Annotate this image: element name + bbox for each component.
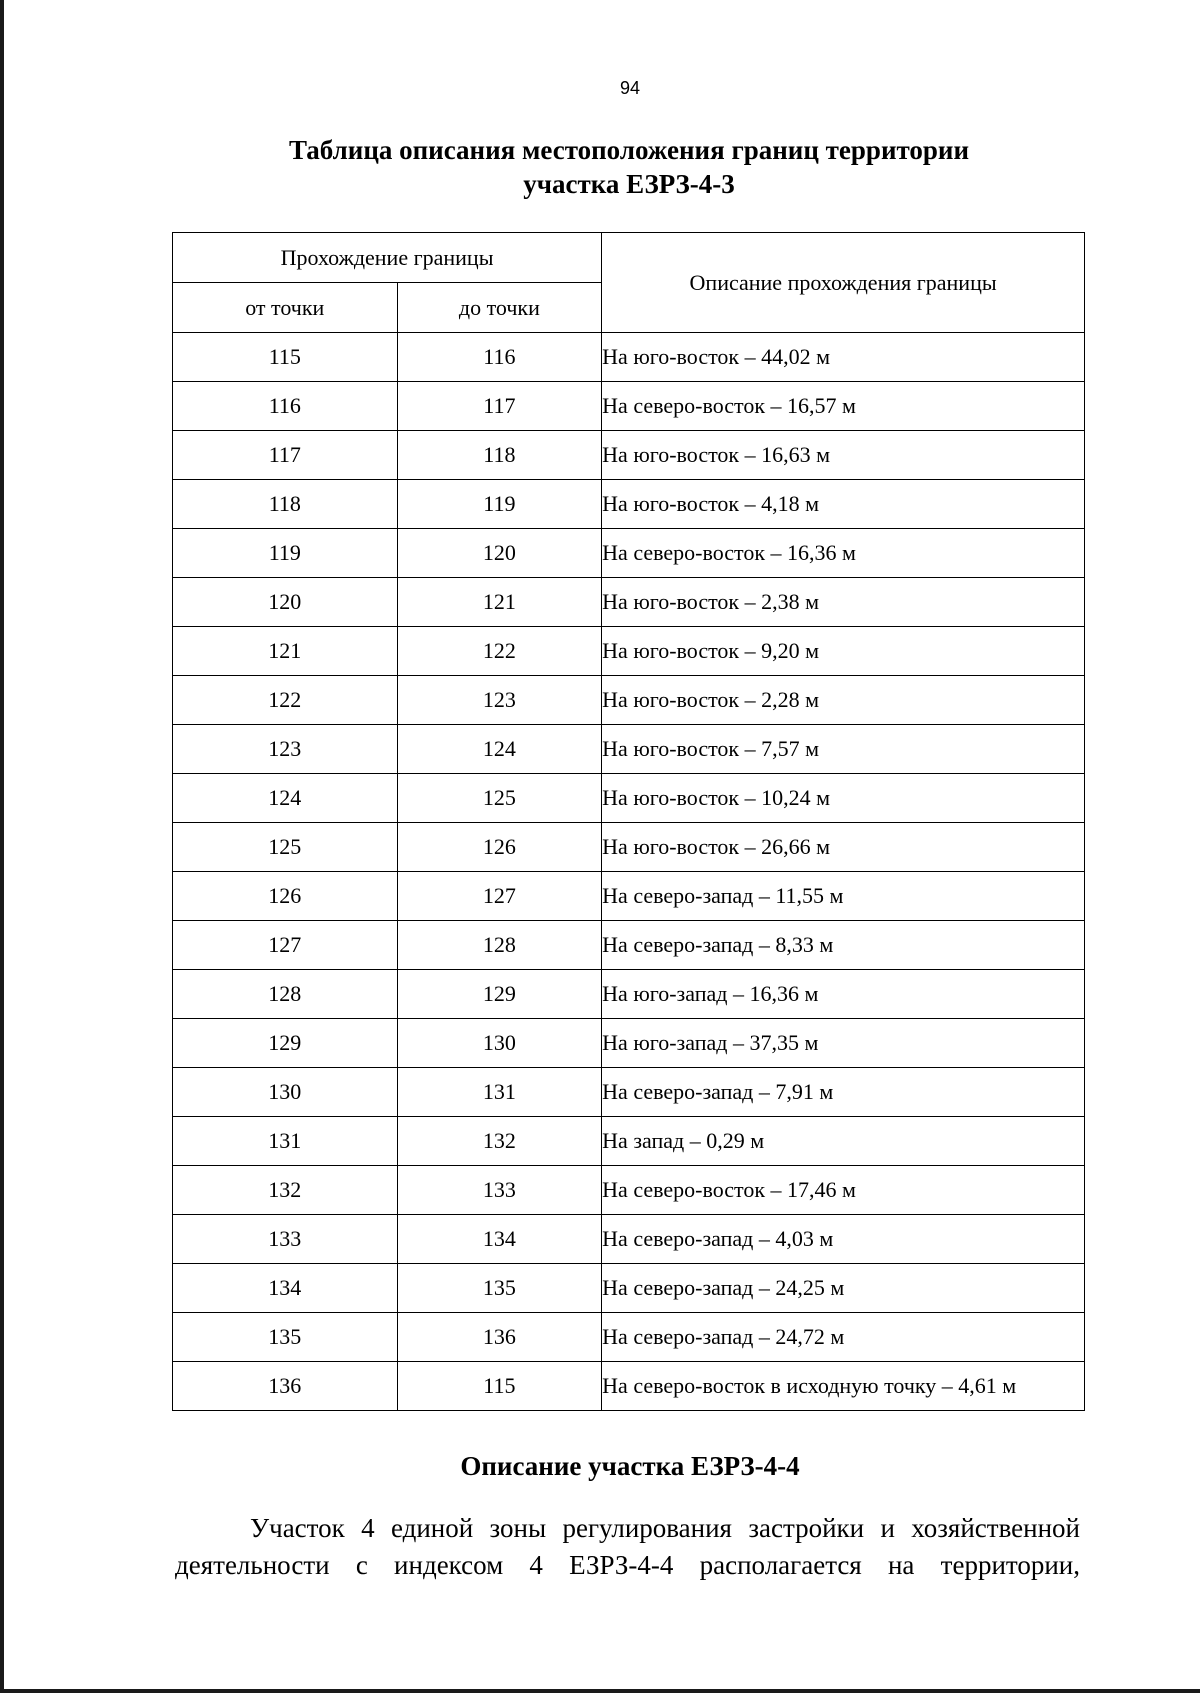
cell-from-point: 115 [173, 333, 398, 382]
cell-to-point: 125 [397, 774, 602, 823]
table-body [173, 333, 1085, 1411]
cell-to-point: 131 [397, 1068, 602, 1117]
cell-from-point: 118 [173, 480, 398, 529]
cell-to-point: 136 [397, 1313, 602, 1362]
cell-from-point: 130 [173, 1068, 398, 1117]
header-description: Описание прохождения границы [602, 233, 1085, 333]
scan-edge-left [0, 0, 4, 1693]
cell-description: На юго-восток – 2,28 м [602, 676, 1085, 725]
cell-from-point: 120 [173, 578, 398, 627]
table-row [173, 1019, 1085, 1068]
cell-description: На северо-запад – 7,91 м [602, 1068, 1085, 1117]
cell-to-point: 123 [397, 676, 602, 725]
header-to-point: до точки [397, 283, 602, 333]
cell-from-point: 121 [173, 627, 398, 676]
table-row [173, 970, 1085, 1019]
table-row [173, 1166, 1085, 1215]
header-boundary-passage: Прохождение границы [173, 233, 602, 283]
header-from-point: от точки [173, 283, 398, 333]
cell-description: На запад – 0,29 м [602, 1117, 1085, 1166]
cell-from-point: 129 [173, 1019, 398, 1068]
cell-to-point: 132 [397, 1117, 602, 1166]
table-row [173, 1313, 1085, 1362]
table-row [173, 921, 1085, 970]
table-row [173, 578, 1085, 627]
cell-from-point: 128 [173, 970, 398, 1019]
cell-description: На юго-восток – 44,02 м [602, 333, 1085, 382]
cell-to-point: 128 [397, 921, 602, 970]
table-row [173, 529, 1085, 578]
cell-description: На юго-восток – 4,18 м [602, 480, 1085, 529]
cell-from-point: 136 [173, 1362, 398, 1411]
cell-to-point: 119 [397, 480, 602, 529]
cell-to-point: 118 [397, 431, 602, 480]
cell-from-point: 133 [173, 1215, 398, 1264]
cell-to-point: 129 [397, 970, 602, 1019]
cell-from-point: 126 [173, 872, 398, 921]
cell-to-point: 127 [397, 872, 602, 921]
cell-description: На северо-запад – 11,55 м [602, 872, 1085, 921]
table-row [173, 823, 1085, 872]
cell-from-point: 119 [173, 529, 398, 578]
cell-from-point: 127 [173, 921, 398, 970]
cell-description: На юго-восток – 26,66 м [602, 823, 1085, 872]
cell-from-point: 123 [173, 725, 398, 774]
table-title-line-2: участка ЕЗРЗ-4-3 [523, 169, 735, 199]
table-row [173, 725, 1085, 774]
table-row [173, 333, 1085, 382]
cell-to-point: 133 [397, 1166, 602, 1215]
table-header-row-1 [173, 233, 1085, 283]
cell-description: На северо-восток – 16,36 м [602, 529, 1085, 578]
table-title-line-1: Таблица описания местоположения границ территории [288, 135, 970, 165]
cell-to-point: 135 [397, 1264, 602, 1313]
table-row [173, 1264, 1085, 1313]
scan-edge-bottom [0, 1689, 1200, 1693]
table-row [173, 1362, 1085, 1411]
cell-to-point: 120 [397, 529, 602, 578]
cell-from-point: 131 [173, 1117, 398, 1166]
cell-description: На северо-запад – 8,33 м [602, 921, 1085, 970]
cell-to-point: 117 [397, 382, 602, 431]
cell-description: На юго-запад – 37,35 м [602, 1019, 1085, 1068]
page-number: 94 [619, 78, 641, 98]
cell-description: На юго-восток – 7,57 м [602, 725, 1085, 774]
cell-description: На северо-восток – 16,57 м [602, 382, 1085, 431]
table-row [173, 627, 1085, 676]
cell-description: На северо-запад – 4,03 м [602, 1215, 1085, 1264]
cell-description: На северо-запад – 24,72 м [602, 1313, 1085, 1362]
table-title [260, 133, 998, 201]
boundary-table [172, 232, 1085, 1411]
cell-description: На северо-восток в исходную точку – 4,61 м [602, 1362, 1085, 1411]
cell-description: На юго-восток – 2,38 м [602, 578, 1085, 627]
table-row [173, 1117, 1085, 1166]
table-row [173, 382, 1085, 431]
cell-to-point: 134 [397, 1215, 602, 1264]
cell-to-point: 121 [397, 578, 602, 627]
cell-to-point: 122 [397, 627, 602, 676]
cell-from-point: 116 [173, 382, 398, 431]
cell-from-point: 124 [173, 774, 398, 823]
cell-description: На юго-восток – 9,20 м [602, 627, 1085, 676]
cell-description: На юго-восток – 10,24 м [602, 774, 1085, 823]
table-row [173, 774, 1085, 823]
table-row [173, 872, 1085, 921]
body-paragraph: Участок 4 единой зоны регулирования застройки и хозяйственной деятельности с индексом 4 ЕЗРЗ-4-4 располагается на территории, [175, 1513, 1080, 1580]
cell-description: На юго-восток – 16,63 м [602, 431, 1085, 480]
cell-to-point: 130 [397, 1019, 602, 1068]
table-row [173, 431, 1085, 480]
cell-to-point: 115 [397, 1362, 602, 1411]
cell-from-point: 132 [173, 1166, 398, 1215]
cell-from-point: 134 [173, 1264, 398, 1313]
table-row [173, 480, 1085, 529]
cell-from-point: 117 [173, 431, 398, 480]
cell-description: На северо-запад – 24,25 м [602, 1264, 1085, 1313]
table-row [173, 676, 1085, 725]
table-row [173, 1068, 1085, 1117]
section-heading: Описание участка ЕЗРЗ-4-4 [460, 1451, 800, 1481]
cell-to-point: 126 [397, 823, 602, 872]
cell-description: На северо-восток – 17,46 м [602, 1166, 1085, 1215]
table-header [173, 233, 1085, 333]
cell-from-point: 122 [173, 676, 398, 725]
cell-to-point: 116 [397, 333, 602, 382]
cell-description: На юго-запад – 16,36 м [602, 970, 1085, 1019]
cell-from-point: 135 [173, 1313, 398, 1362]
cell-to-point: 124 [397, 725, 602, 774]
cell-from-point: 125 [173, 823, 398, 872]
table-row [173, 1215, 1085, 1264]
